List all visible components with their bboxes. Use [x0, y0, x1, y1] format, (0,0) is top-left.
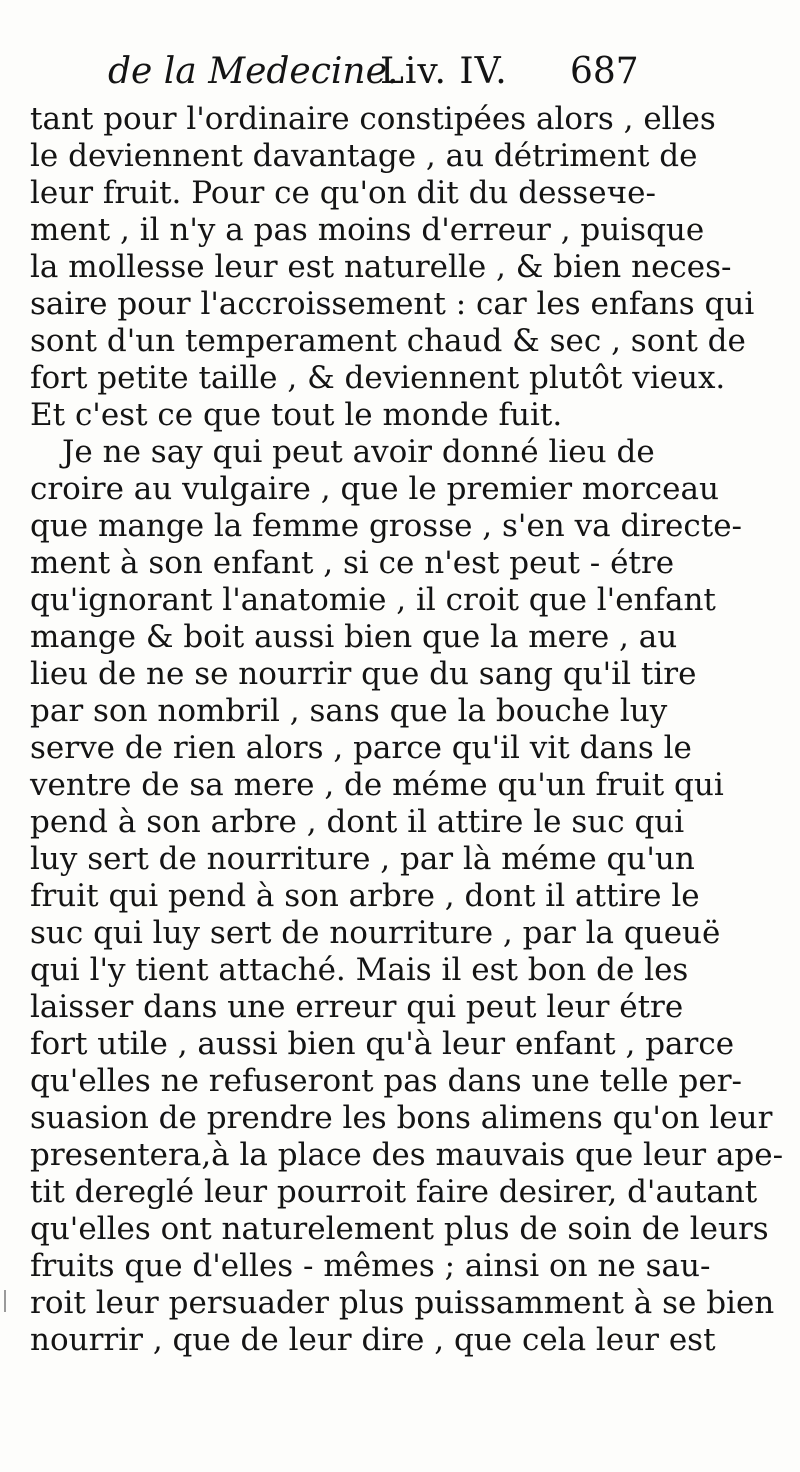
- text-line: ment , il n'y a pas moins d'erreur , puisque: [30, 212, 705, 248]
- text-line: sont d'un temperament chaud & sec , sont de: [30, 323, 746, 359]
- text-line: tant pour l'ordinaire constipées alors , elles: [30, 101, 716, 137]
- text-line: saire pour l'accroissement : car les enfans qui: [30, 286, 755, 322]
- text-line: ment à son enfant , si ce n'est peut - étre: [30, 545, 675, 581]
- text-line: fort petite taille , & deviennent plutôt vieux.: [30, 360, 726, 396]
- text-line: fort utile , aussi bien qu'à leur enfant , parce: [30, 1026, 735, 1062]
- page-header: [108, 50, 668, 94]
- text-line: suc qui luy sert de nourriture , par la queuë: [30, 915, 721, 951]
- text-line: nourrir , que de leur dire , que cela leur est: [30, 1322, 716, 1358]
- text-line: suasion de prendre les bons alimens qu'on leur: [30, 1100, 773, 1136]
- text-line: fruit qui pend à son arbre , dont il attire le: [30, 878, 700, 914]
- text-line: la mollesse leur est naturelle , & bien neces-: [30, 249, 732, 285]
- text-line: tit dereglé leur pourroit faire desirer, d'autant: [30, 1174, 758, 1210]
- paragraph-first-line: Je ne say qui peut avoir donné lieu de: [62, 434, 655, 470]
- text-line: que mange la femme grosse , s'en va directe-: [30, 508, 743, 544]
- text-line: pend à son arbre , dont il attire le suc qui: [30, 804, 685, 840]
- margin-mark: [4, 1290, 6, 1312]
- text-line: croire au vulgaire , que le premier morceau: [30, 471, 719, 507]
- book-reference: Liv. IV.: [380, 51, 508, 92]
- text-line: Et c'est ce que tout le monde fuit.: [30, 397, 563, 433]
- text-line: serve de rien alors , parce qu'il vit dans le: [30, 730, 692, 766]
- text-line: qui l'y tient attaché. Mais il est bon de les: [30, 952, 689, 988]
- text-line: mange & boit aussi bien que la mere , au: [30, 619, 678, 655]
- text-line: luy sert de nourriture , par là méme qu'un: [30, 841, 695, 877]
- text-line: qu'elles ont naturelement plus de soin de leurs: [30, 1211, 769, 1247]
- running-title: de la Medecine.: [108, 51, 399, 92]
- text-line: leur fruit. Pour ce qu'on dit du dessече-: [30, 175, 656, 211]
- text-line: fruits que d'elles - mêmes ; ainsi on ne sau-: [30, 1248, 711, 1284]
- text-line: qu'elles ne refuseront pas dans une telle per-: [30, 1063, 742, 1099]
- text-line: le deviennent davantage , au détriment de: [30, 138, 698, 174]
- text-line: roit leur persuader plus puissamment à se bien: [30, 1285, 775, 1321]
- text-line: qu'ignorant l'anatomie , il croit que l'enfant: [30, 582, 716, 618]
- text-line: lieu de ne se nourrir que du sang qu'il tire: [30, 656, 697, 692]
- text-line: laisser dans une erreur qui peut leur étre: [30, 989, 684, 1025]
- text-line: presentera,à la place des mauvais que leur ape-: [30, 1137, 784, 1173]
- text-line: ventre de sa mere , de méme qu'un fruit qui: [30, 767, 724, 803]
- text-line: par son nombril , sans que la bouche luy: [30, 693, 668, 729]
- page-number: 687: [570, 51, 639, 92]
